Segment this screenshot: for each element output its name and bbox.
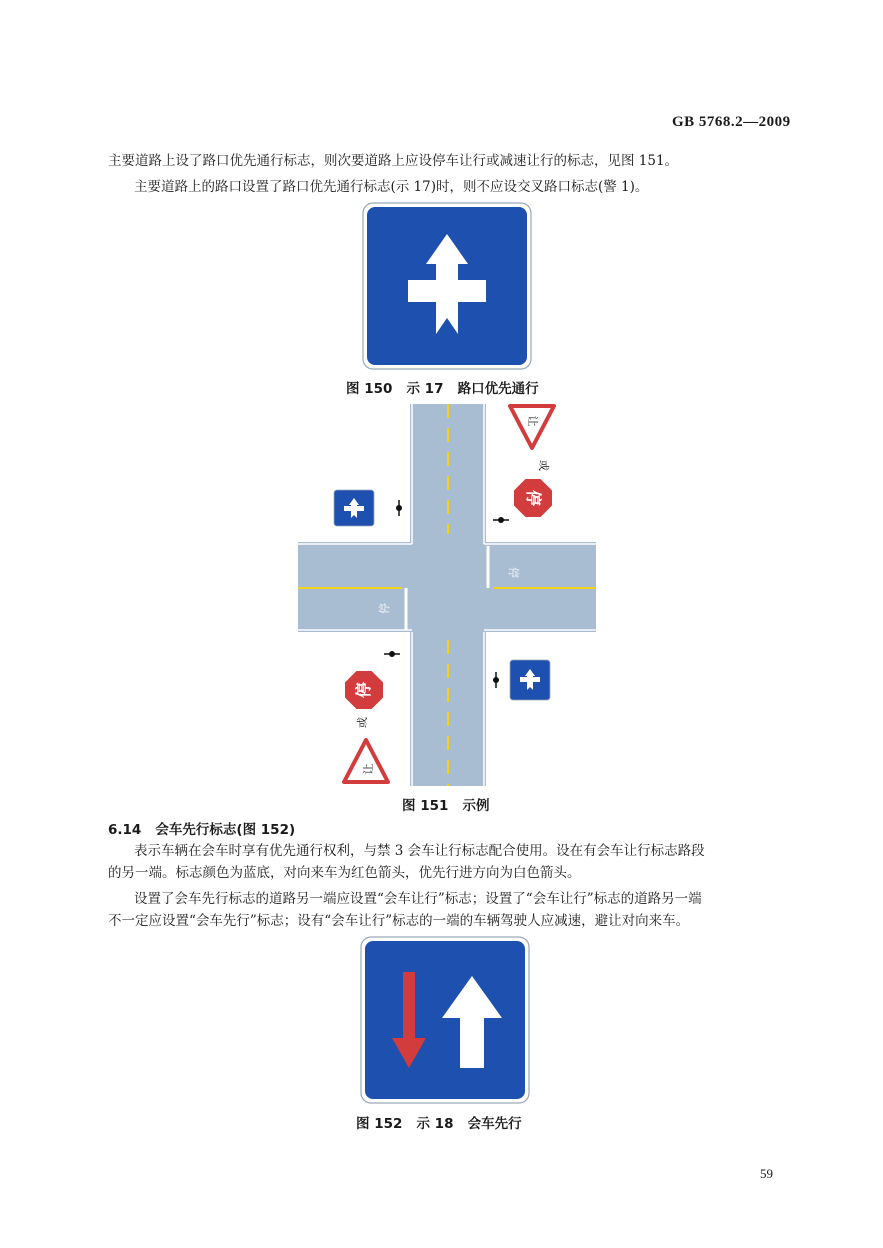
road-marking-east: 停 <box>507 567 520 578</box>
figure-151-caption: 图 151 示例 <box>402 798 490 814</box>
figure-151-intersection-diagram <box>298 404 596 786</box>
yield-sign-northeast <box>510 406 554 448</box>
yield-sign-southwest <box>344 740 388 782</box>
stop-sign-text: 停 <box>354 681 373 699</box>
intro-paragraph-2: 主要道路上的路口设置了路口优先通行标志(示 17)时，则不应设交叉路口标志(警 1)。 <box>134 179 649 195</box>
standard-code: GB 5768.2—2009 <box>672 114 791 130</box>
section-title-6-14: 6.14 会车先行标志(图 152) <box>108 822 296 838</box>
or-label-southwest: 或 <box>356 717 369 728</box>
stop-sign-text: 停 <box>524 489 543 507</box>
section-paragraph-1-line-1: 表示车辆在会车时享有优先通行权利，与禁 3 会车让行标志配合使用。设在有会车让行标志路段 <box>134 843 705 859</box>
road-marking-west: 停 <box>378 603 391 614</box>
intro-paragraph-1: 主要道路上设了路口优先通行标志，则次要道路上应设停车让行或减速让行的标志，见图 151。 <box>108 153 679 169</box>
section-paragraph-1-line-2: 的另一端。标志颜色为蓝底，对向来车为红色箭头，优先行进方向为白色箭头。 <box>108 865 581 881</box>
yield-sign-text: 让 <box>362 763 375 775</box>
page-number: 59 <box>760 1166 773 1181</box>
section-paragraph-2-line-2: 不一定应设置“会车先行”标志；设有“会车让行”标志的一端的车辆驾驶人应减速，避让对向来车。 <box>108 913 690 929</box>
section-paragraph-2-line-1: 设置了会车先行标志的道路另一端应设置“会车让行”标志；设置了“会车让行”标志的道路另一端 <box>134 891 702 907</box>
figure-150-caption: 图 150 示 17 路口优先通行 <box>346 381 539 397</box>
figure-150-sign <box>362 202 532 370</box>
yield-sign-text: 让 <box>526 415 539 427</box>
figure-152-caption: 图 152 示 18 会车先行 <box>356 1116 522 1132</box>
or-label-northeast: 或 <box>537 460 550 471</box>
figure-152-sign <box>360 936 530 1104</box>
